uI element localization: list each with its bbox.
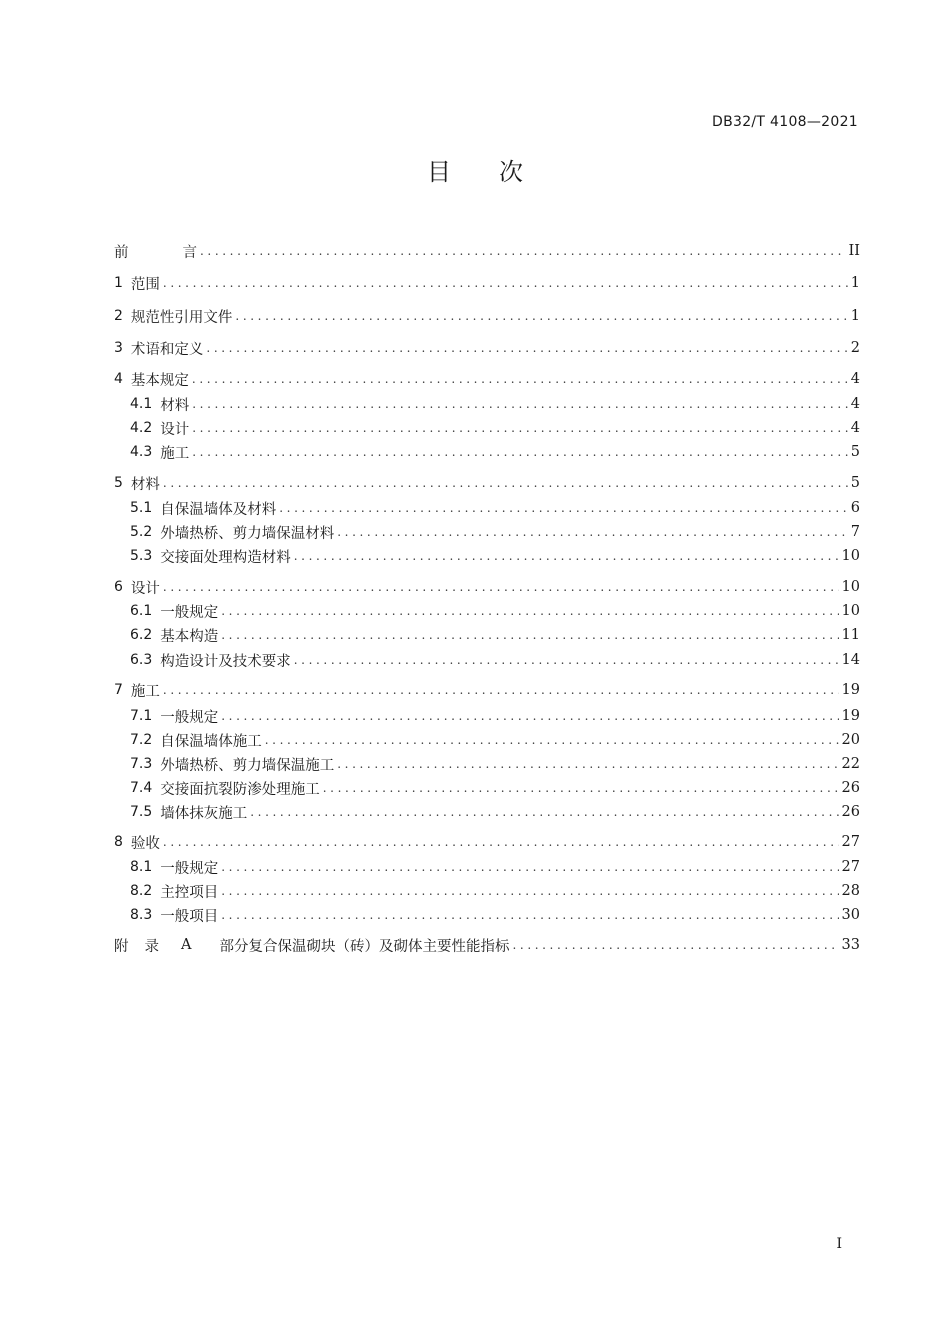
toc-leader: [163, 473, 848, 493]
toc-page-number: 10: [841, 579, 860, 595]
toc-leader: [235, 306, 847, 326]
toc-leader: [221, 881, 838, 901]
toc-section-label: 墙体抹灰施工: [160, 805, 248, 822]
toc-entry[interactable]: [114, 680, 860, 700]
toc-section-label: 构造设计及技术要求: [160, 653, 291, 670]
toc-section-number: 4.2: [130, 420, 153, 436]
toc-page-number: 5: [850, 444, 860, 460]
toc-leader: [221, 601, 838, 621]
toc-section-number: 5.3: [130, 548, 153, 564]
toc-leader: [323, 778, 839, 798]
toc-section-label: 一般规定: [160, 604, 219, 621]
toc-page-number: 6: [850, 500, 860, 516]
toc-entry[interactable]: [130, 706, 860, 726]
toc-leader: [192, 369, 848, 389]
toc-entry[interactable]: [114, 273, 860, 293]
toc-section-label: 外墙热桥、剪力墙保温材料: [160, 525, 335, 542]
toc-entry[interactable]: [114, 306, 860, 326]
toc-page-number: 27: [841, 834, 860, 850]
toc-page-number: 4: [850, 420, 860, 436]
toc-section-label: 自保温墙体施工: [160, 733, 262, 750]
toc-entry[interactable]: [130, 625, 860, 645]
document-code: DB32/T 4108—2021: [712, 114, 858, 130]
toc-page-number: 2: [850, 340, 860, 356]
toc-page-number: 22: [841, 756, 860, 772]
toc-entry[interactable]: [130, 498, 860, 518]
toc-entry[interactable]: [130, 802, 860, 822]
toc-section-number: 6.3: [130, 652, 153, 668]
toc-section-label: 设计: [160, 421, 190, 438]
toc-section-label: 材料: [130, 476, 160, 493]
toc-entry[interactable]: [130, 442, 860, 462]
toc-leader: [279, 498, 848, 518]
toc-page-number: 1: [850, 275, 860, 291]
toc-entry[interactable]: [130, 418, 860, 438]
toc-entry[interactable]: [114, 832, 860, 852]
toc-section-label: 主控项目: [160, 884, 219, 901]
toc-page-number: 10: [841, 548, 860, 564]
toc-section-label: 材料: [160, 397, 190, 414]
toc-section-label: 验收: [130, 835, 160, 852]
toc-page-number: 11: [841, 627, 860, 643]
toc-section-number: 2: [114, 308, 123, 324]
toc-leader: [337, 522, 848, 542]
toc-entry[interactable]: [130, 778, 860, 798]
toc-entry[interactable]: [114, 369, 860, 389]
toc-leader: [163, 577, 839, 597]
toc-leader: [163, 832, 839, 852]
toc-leader: [337, 754, 838, 774]
toc-page-number: 4: [850, 396, 860, 412]
toc-section-label: 一般规定: [160, 709, 219, 726]
toc-leader: [250, 802, 838, 822]
toc-section-number: 8.1: [130, 859, 153, 875]
toc-section-number: 4.3: [130, 444, 153, 460]
toc-appendix-word-2: 录: [144, 938, 159, 955]
toc-entry[interactable]: [114, 577, 860, 597]
toc-leader: [206, 338, 847, 358]
toc-leader: [512, 935, 838, 955]
toc-section-label: 一般规定: [160, 860, 219, 877]
toc-section-label: 基本规定: [130, 372, 189, 389]
toc-section-label: 基本构造: [160, 628, 219, 645]
toc-section-number: 7.5: [130, 804, 153, 820]
toc-entry[interactable]: [114, 473, 860, 493]
toc-page-number: 10: [841, 603, 860, 619]
toc-page-number: 1: [850, 308, 860, 324]
toc-page-number: 20: [841, 732, 860, 748]
toc-page-number: 33: [841, 937, 860, 953]
toc-section-label: 自保温墙体及材料: [160, 501, 277, 518]
toc-page-number: 19: [841, 682, 860, 698]
toc-section-number: 4: [114, 371, 123, 387]
toc-page-number: 26: [841, 780, 860, 796]
toc-section-number: 6.2: [130, 627, 153, 643]
toc-entry[interactable]: [130, 650, 860, 670]
toc-section-number: 7: [114, 682, 123, 698]
toc-entry[interactable]: [130, 857, 860, 877]
toc-label-foreword-2: 言: [182, 244, 197, 261]
toc-entry[interactable]: [130, 905, 860, 925]
toc-leader: [221, 857, 838, 877]
toc-page-number: 27: [841, 859, 860, 875]
toc-section-number: 7.3: [130, 756, 153, 772]
toc-page-number: 30: [841, 907, 860, 923]
toc-page-number: 28: [841, 883, 860, 899]
toc-section-label: 施工: [130, 683, 160, 700]
toc-section-number: 6: [114, 579, 123, 595]
toc-section-number: 4.1: [130, 396, 153, 412]
toc-leader: [163, 680, 839, 700]
toc-section-label: 规范性引用文件: [130, 309, 233, 326]
toc-section-label: 交接面抗裂防渗处理施工: [160, 781, 320, 798]
toc-section-number: 1: [114, 275, 123, 291]
toc-leader: [221, 905, 838, 925]
toc-entry[interactable]: [114, 338, 860, 358]
toc-entry[interactable]: [130, 754, 860, 774]
toc-section-number: 8: [114, 834, 123, 850]
toc-leader: [294, 546, 839, 566]
toc-entry[interactable]: [130, 881, 860, 901]
toc-leader: [221, 625, 838, 645]
toc-section-number: 3: [114, 340, 123, 356]
toc-label-foreword-1: 前: [114, 244, 129, 261]
toc-appendix-word-1: 附: [114, 938, 129, 955]
toc-section-number: 7.1: [130, 708, 153, 724]
toc-section-label: 外墙热桥、剪力墙保温施工: [160, 757, 335, 774]
toc-section-label: 设计: [130, 580, 160, 597]
toc-entry-appendix-a[interactable]: [114, 935, 860, 955]
toc-leader: [221, 706, 838, 726]
toc-entry[interactable]: [130, 730, 860, 750]
toc-appendix-label: 部分复合保温砌块（砖）及砌体主要性能指标: [219, 938, 510, 955]
toc-leader: [265, 730, 839, 750]
toc-entry[interactable]: [130, 601, 860, 621]
toc-entry[interactable]: [130, 394, 860, 414]
toc-section-number: 5.2: [130, 524, 153, 540]
toc-entry[interactable]: [130, 546, 860, 566]
toc-section-number: 7.2: [130, 732, 153, 748]
toc-entry-foreword[interactable]: [114, 241, 860, 261]
toc-page-number: 4: [850, 371, 860, 387]
toc-page-number: II: [848, 243, 860, 259]
footer-page-number: I: [836, 1236, 842, 1252]
page-title: 目次: [427, 158, 571, 186]
toc-leader: [163, 273, 848, 293]
toc-section-label: 施工: [160, 445, 190, 462]
toc-page-number: 26: [841, 804, 860, 820]
toc-section-number: 8.3: [130, 907, 153, 923]
toc-section-label: 术语和定义: [130, 341, 204, 358]
toc-leader: [200, 241, 846, 261]
toc-appendix-letter: A: [181, 937, 192, 953]
toc-section-number: 5: [114, 475, 123, 491]
toc-section-number: 5.1: [130, 500, 153, 516]
toc-section-number: 7.4: [130, 780, 153, 796]
toc-page-number: 14: [841, 652, 860, 668]
toc-leader: [294, 650, 839, 670]
toc-page-number: 19: [841, 708, 860, 724]
toc-page-number: 5: [850, 475, 860, 491]
toc-leader: [192, 418, 848, 438]
toc-section-label: 交接面处理构造材料: [160, 549, 291, 566]
toc-section-label: 一般项目: [160, 908, 219, 925]
toc-leader: [192, 442, 848, 462]
toc-section-number: 8.2: [130, 883, 153, 899]
toc-entry[interactable]: [130, 522, 860, 542]
toc-leader: [192, 394, 848, 414]
toc-page-number: 7: [850, 524, 860, 540]
toc-section-number: 6.1: [130, 603, 153, 619]
toc-section-label: 范围: [130, 276, 160, 293]
